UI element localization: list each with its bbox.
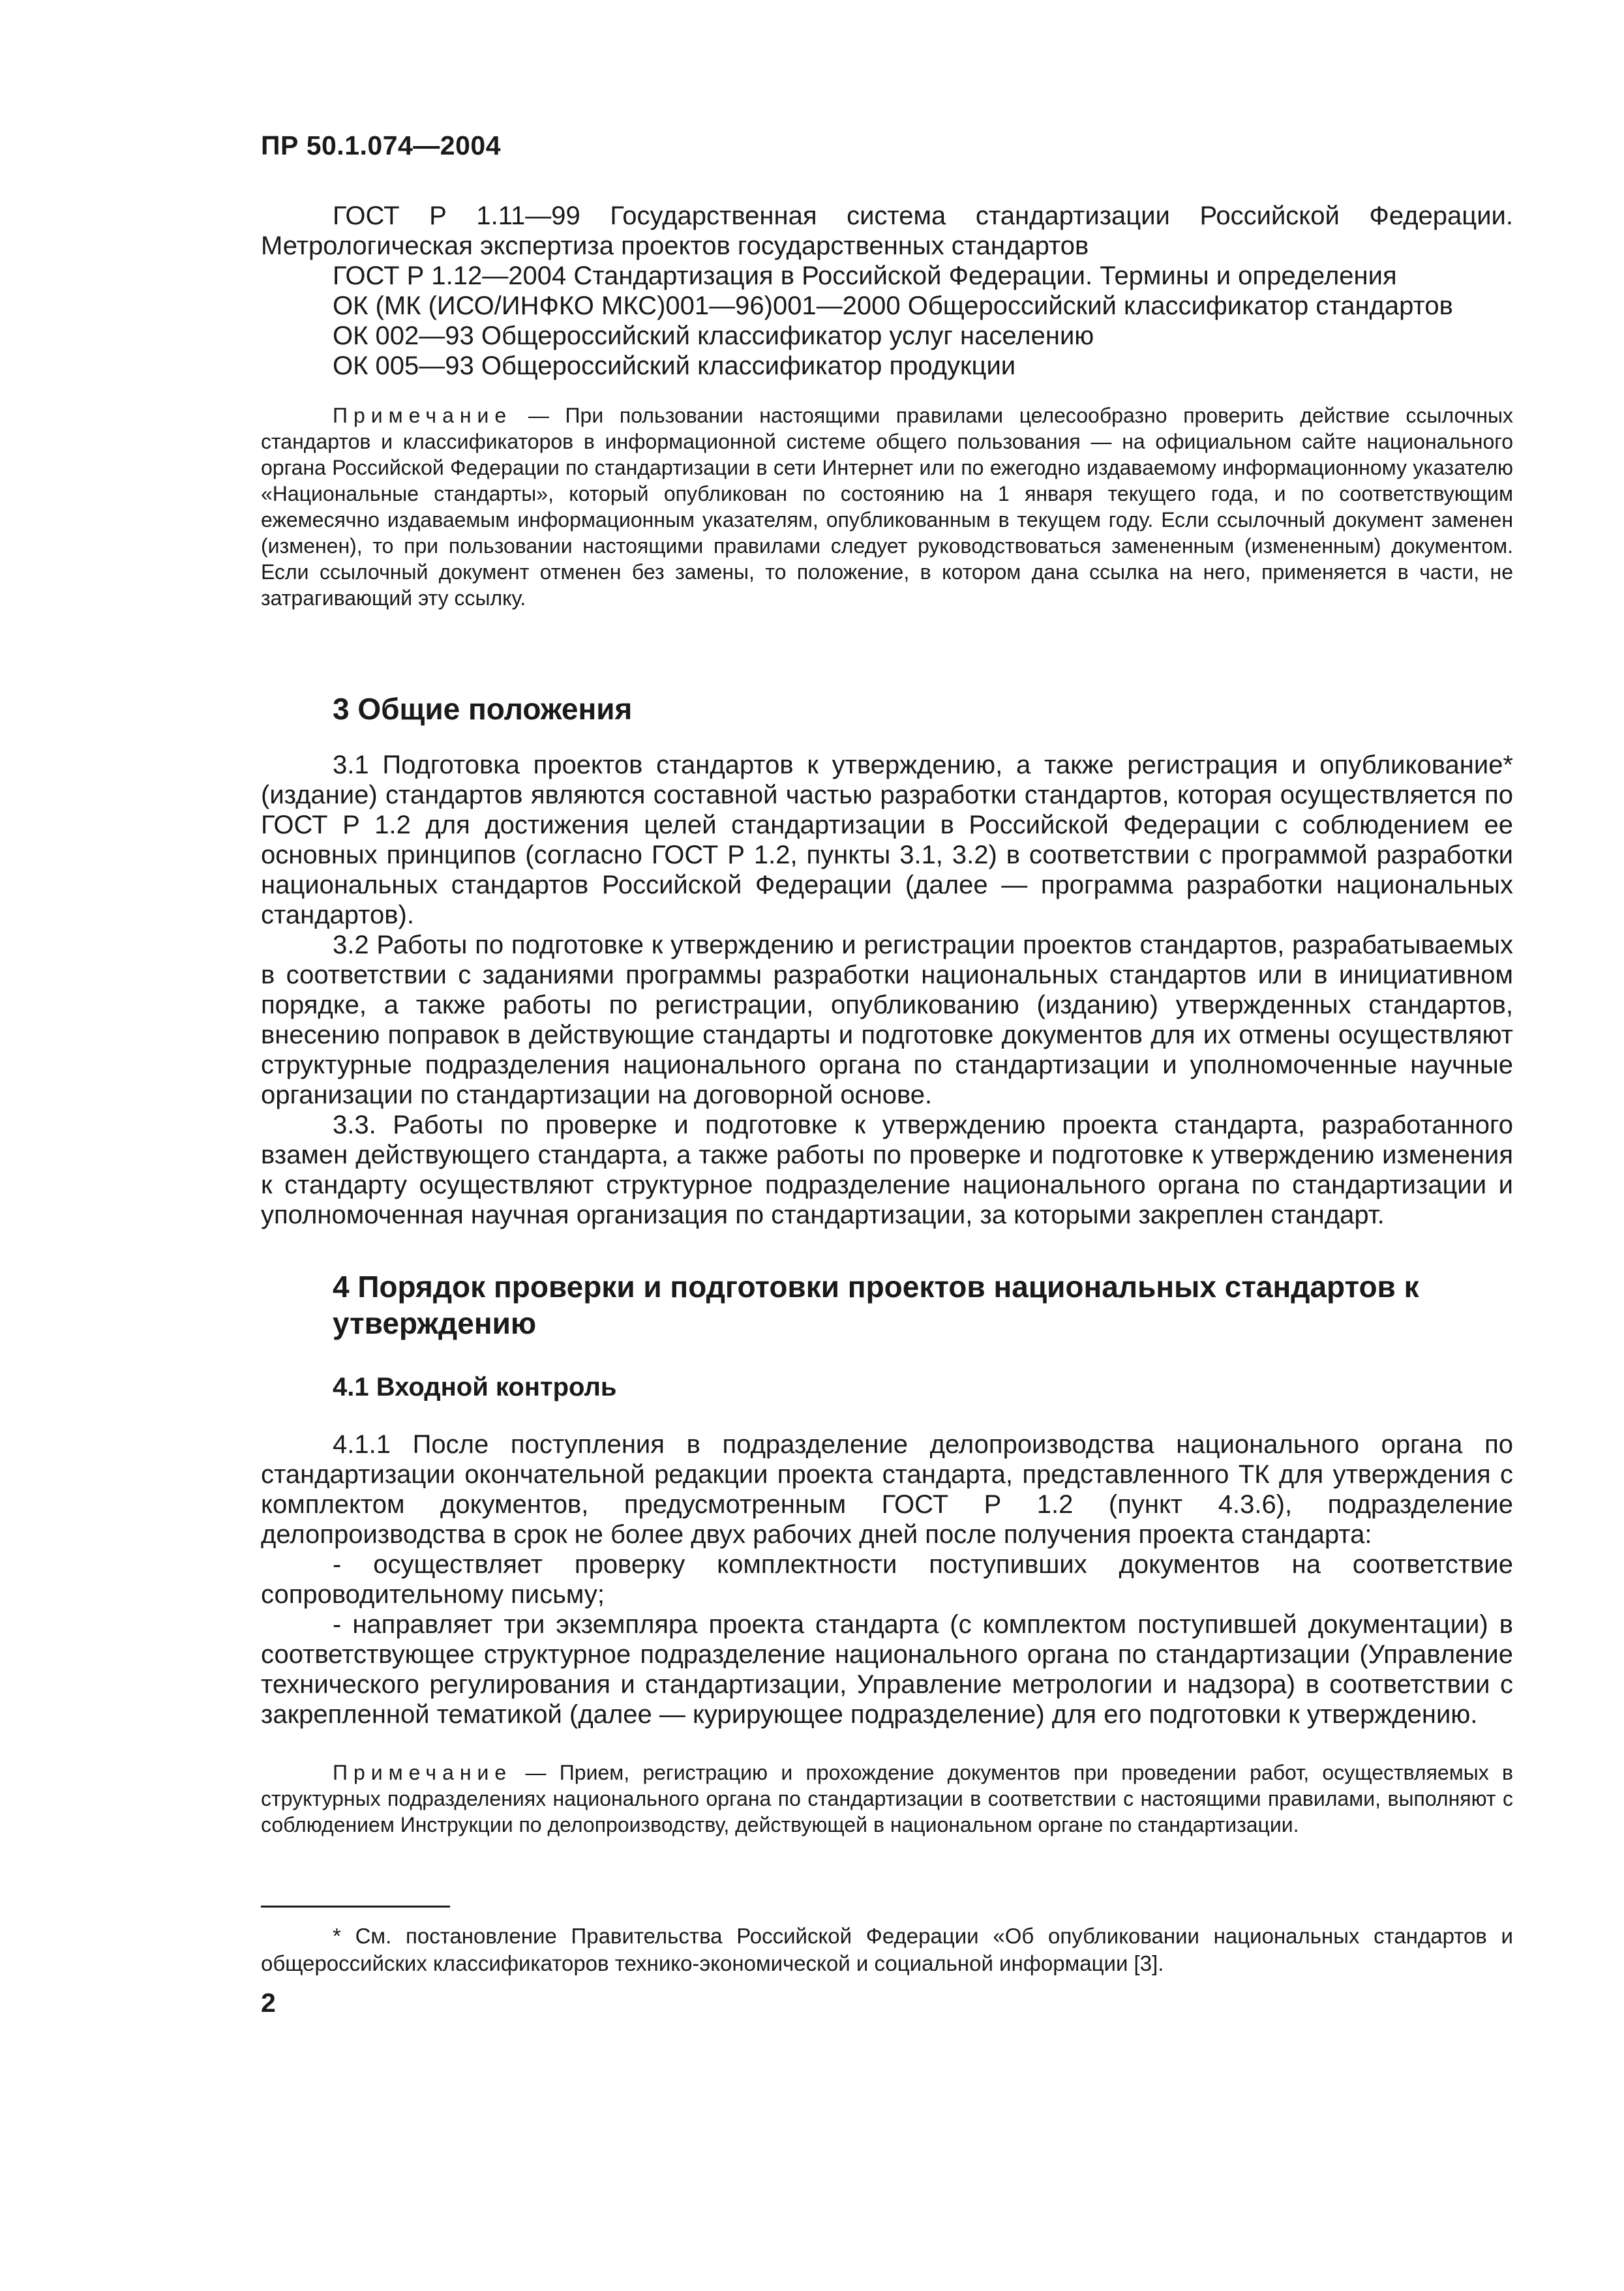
note-text: — Прием, регистрацию и прохождение документов при проведении работ, осуществляемых в структурных подразделениях национального органа по стандартизации в соответствии с настоящими правилами, выполняют с соблюдением Инструкции по делопроизводству, действующей в национальном органе по стандартизации.: [261, 1761, 1514, 1836]
subsection-4-1-title: 4.1 Входной контроль: [333, 1373, 617, 1401]
footnote-divider: [261, 1906, 450, 1908]
section-4-body: [261, 1430, 1513, 1729]
list-item: - осуществляет проверку комплектности поступивших документов на соответствие сопроводительному письму;: [261, 1550, 1513, 1609]
paragraph-3-2: 3.2 Работы по подготовке к утверждению и регистрации проектов стандартов, разрабатываемых в соответствии с заданиями программы разработки национальных стандартов или в инициативном порядке, а также работы по регистрации, опубликованию (изданию) утвержденных стандартов, внесению поправок в действующие стандарты и подготовке документов для их отмены осуществляют структурные подразделения национального органа по стандартизации и уполномоченные научные организации по стандартизации на договорной основе.: [261, 931, 1513, 1109]
reference-item: ОК (МК (ИСО/ИНФКО МКС)001—96)001—2000 Общероссийский классификатор стандартов: [333, 292, 1453, 320]
document-page: [261, 0, 1513, 2291]
note-label: Примечание: [333, 404, 513, 427]
list-item: - направляет три экземпляра проекта стандарта (с комплектом поступившей документации) в соответствующее структурное подразделение национального органа по стандартизации (Управление технического регулирования и стандартизации, Управление метрологии и надзора) в соответствии с закрепленной тематикой (далее — курирующее подразделение) для его подготовки к утверждению.: [261, 1610, 1513, 1729]
paragraph-4-1-1: 4.1.1 После поступления в подразделение делопроизводства национального органа по стандартизации окончательной редакции проекта стандарта, представленного ТК для утверждения с комплектом документов, предусмотренным ГОСТ Р 1.2 (пункт 4.3.6), подразделение делопроизводства в срок не более двух рабочих дней после получения проекта стандарта:: [261, 1430, 1513, 1549]
note-label: Примечание: [333, 1761, 513, 1784]
references-note: [261, 402, 1513, 611]
paragraph-3-1: 3.1 Подготовка проектов стандартов к утверждению, а также регистрация и опубликование* (издание) стандартов являются составной частью разработки стандартов, которая осуществляется по ГОСТ Р 1.2 для достижения целей стандартизации в Российской Федерации с соблюдением ее основных принципов (согласно ГОСТ Р 1.2, пункты 3.1, 3.2) в соответствии с программой разработки национальных стандартов Российской Федерации (далее — программа разработки национальных стандартов).: [261, 751, 1513, 929]
footnote: * См. постановление Правительства Российской Федерации «Об опубликовании национальных стандартов и общероссийских классификаторов технико-экономической и социальной информации [3].: [261, 1924, 1513, 1975]
reference-item: ОК 002—93 Общероссийский классификатор услуг населению: [333, 322, 1094, 350]
reference-item: ОК 005—93 Общероссийский классификатор продукции: [333, 352, 1016, 380]
document-flow-note: [261, 1759, 1513, 1838]
reference-item: ГОСТ Р 1.11—99 Государственная система стандартизации Российской Федерации. Метрологическая экспертиза проектов государственных стандартов: [261, 202, 1513, 260]
note-text: — При пользовании настоящими правилами целесообразно проверить действие ссылочных стандартов и классификаторов в информационной системе общего пользования — на официальном сайте национального органа Российской Федерации по стандартизации в сети Интернет или по ежегодно издаваемому информационному указателю «Национальные стандарты», который опубликован по состоянию на 1 января текущего года, и по соответствующим ежемесячно издаваемым информационным указателям, опубликованным в текущем году. Если ссылочный документ заменен (изменен), то при пользовании настоящими правилами следует руководствоваться замененным (измененным) документом. Если ссылочный документ отменен без замены, то положение, в котором дана ссылка на него, применяется в части, не затрагивающий эту ссылку.: [261, 404, 1514, 610]
document-code-header: ПР 50.1.074—2004: [261, 130, 502, 160]
section-3-body: [261, 750, 1513, 1230]
section-3-title: 3 Общие положения: [333, 692, 633, 726]
section-4-title: 4 Порядок проверки и подготовки проектов национальных стандартов к утверждению: [333, 1270, 1419, 1340]
page-number: 2: [261, 1988, 276, 2018]
normative-references-list: [261, 201, 1513, 381]
reference-item: ГОСТ Р 1.12—2004 Стандартизация в Российской Федерации. Термины и определения: [333, 262, 1397, 290]
paragraph-3-3: 3.3. Работы по проверке и подготовке к утверждению проекта стандарта, разработанного взамен действующего стандарта, а также работы по проверке и подготовке к утверждению изменения к стандарту осуществляют структурное подразделение национального органа по стандартизации и уполномоченная научная организация по стандартизации, за которыми закреплен стандарт.: [261, 1111, 1513, 1229]
